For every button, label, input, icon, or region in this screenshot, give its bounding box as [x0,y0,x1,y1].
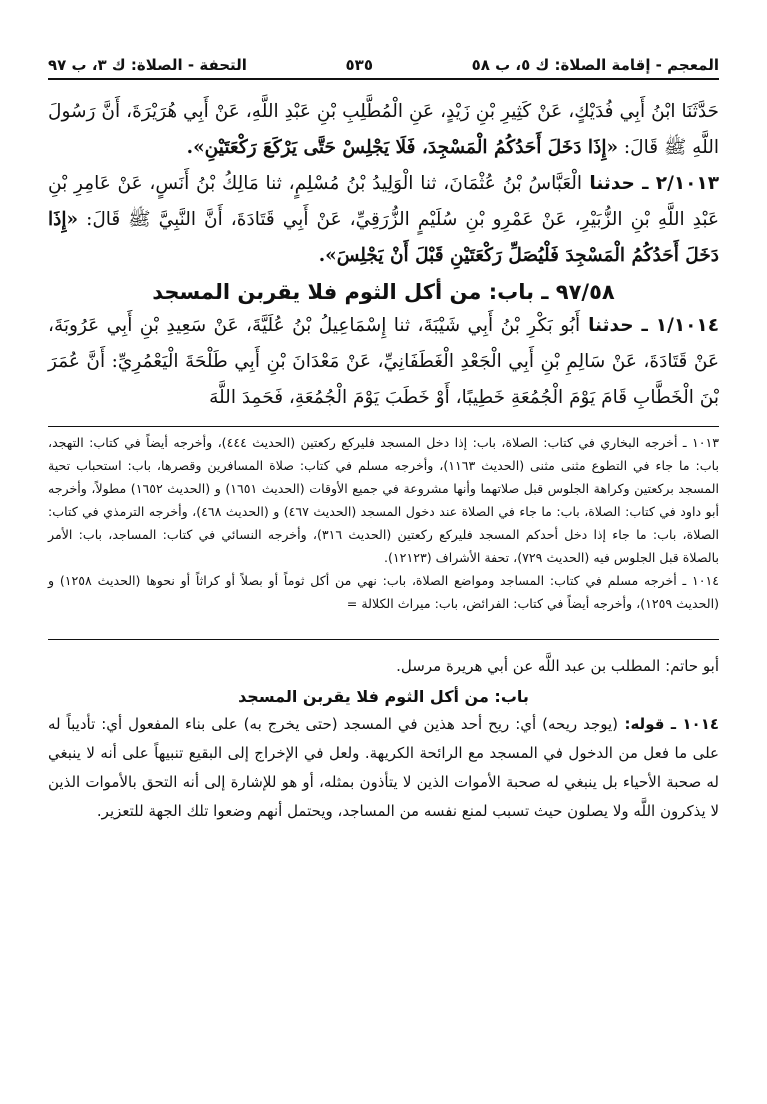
commentary-line: أبو حاتم: المطلب بن عبد اللَّه عن أبي هريرة مرسل. [396,657,719,675]
commentary-text: (يوجد ريحه) أي: ريح أحد هذين في المسجد (حتى يخرج به) على بناء المفعول أي: تأديباً له على ما فعل من الدخول في المسجد مع الرائحة الكريهة. ولعل في الإخراج إلى البقيع تنبيهاً على أنه لا ينبغي له صحبة الأحياء بل ينبغي له صحبة الأموات الذين لا يتأذون بمثله، أو هو للإشارة إلى أنه التحق بالأموات الذين لا يذكرون اللَّه ولا يصلون حيث تسبب لمنع نفسه من المساجد، ويحتمل أنهم وضعوا تلك الجهة للتعزير. [48,715,719,820]
hadith-1013 [48,166,719,274]
hadith-text: الْعَبَّاسُ بْنُ عُثْمَانَ، ثنا الْوَلِيدُ بْنُ مُسْلِمٍ، ثنا مَالِكُ بْنُ أَنَسٍ، عَنْ عَامِرِ بْنِ عَبْدِ اللَّهِ بْنِ الزُّبَيْرِ، عَنْ عَمْرِو بْنِ سُلَيْمٍ الزُّرَقِيِّ، عَنْ أَبِي قَتَادَةَ، أَنَّ النَّبِيَّ ﷺ قَالَ: [48,173,719,230]
hadith-number: ١/١٠١٤ [655,315,720,336]
running-header [48,52,719,80]
header-left: التحفة - الصلاة: ك ٣، ب ٩٧ [48,56,247,74]
hadith-number: ٢/١٠١٣ [655,173,720,194]
hadith-quote: «إِذَا دَخَلَ أَحَدُكُمُ الْمَسْجِدَ فَلْيُصَلِّ رَكْعَتَيْنِ قَبْلَ أَنْ يَجْلِسَ». [48,209,719,266]
header-right: المعجم - إقامة الصلاة: ك ٥، ب ٥٨ [471,56,719,74]
footnote-separator [48,426,719,427]
page-number: ٥٣٥ [345,56,373,74]
commentary-paragraph [48,710,719,826]
hadith-continuation-quote: «إِذَا دَخَلَ أَحَدُكُمُ الْمَسْجِدَ، فَلَا يَجْلِسْ حَتَّى يَرْكَعَ رَكْعَتَيْنِ». [186,137,619,158]
hadith-continuation [48,94,719,166]
commentary-lead: ١٠١٤ ـ قوله: [618,715,720,733]
footnotes [48,431,719,615]
commentary-heading: باب: من أكل الثوم فلا يقربن المسجد [238,687,529,706]
footnote-1014: ١٠١٤ ـ أخرجه مسلم في كتاب: المساجد ومواضع الصلاة، باب: نهي من أكل ثوماً أو بصلاً أو كراثاً أو نحوها (الحديث ١٢٥٨) و (الحديث ١٢٥٩)، وأخرجه أيضاً في كتاب: الفرائض، باب: ميراث الكلالة = [48,573,719,611]
commentary-separator [48,639,719,640]
hadith-haddathana: ـ حدثنا [582,173,656,194]
page [48,52,719,826]
hadith-1014 [48,308,719,416]
hadith-text: أَبُو بَكْرِ بْنُ أَبِي شَيْبَةَ، ثنا إِسْمَاعِيلُ بْنُ عُلَيَّةَ، عَنْ سَعِيدِ بْنِ أَبِي عَرُوبَةَ، عَنْ قَتَادَةَ، عَنْ سَالِمِ بْنِ أَبِي الْجَعْدِ الْغَطَفَانِيِّ، عَنْ مَعْدَانَ بْنِ أَبِي طَلْحَةَ الْيَعْمُرِيِّ: أَنَّ عُمَرَ بْنَ الْخَطَّابِ قَامَ يَوْمَ الْجُمُعَةِ خَطِيبًا، أَوْ خَطَبَ يَوْمَ الْجُمُعَةِ، فَحَمِدَ اللَّهَ [48,315,719,408]
footnote-1013: ١٠١٣ ـ أخرجه البخاري في كتاب: الصلاة، باب: إذا دخل المسجد فليركع ركعتين (الحديث ٤٤٤)، وأخرجه أيضاً في كتاب: التهجد، باب: ما جاء في التطوع مثنى مثنى (الحديث ١١٦٣)، وأخرجه مسلم في كتاب: صلاة المسافرين وقصرها، باب: استحباب تحية المسجد بركعتين وكراهة الجلوس قبل صلاتهما وأنها مشروعة في جميع الأوقات (الحديث ١٦٥١) و (الحديث ١٦٥٢) مطولاً، وأخرجه أبو داود في كتاب: الصلاة، باب: ما جاء في الصلاة عند دخول المسجد (الحديث ٤٦٧) و (الحديث ٤٦٨)، وأخرجه الترمذي في كتاب: الصلاة، باب: ما جاء إذا دخل أحدكم المسجد فليركع ركعتين (الحديث ٣١٦)، وأخرجه النسائي في كتاب: المساجد، باب: الأمر بالصلاة قبل الجلوس فيه (الحديث ٧٢٩)، تحفة الأشراف (١٢١٢٣). [48,435,720,565]
commentary [48,652,719,826]
chapter-heading: ٩٧/٥٨ ـ باب: من أكل الثوم فلا يقربن المسجد [152,280,615,304]
hadith-continuation-text: حَدَّثَنَا ابْنُ أَبِي فُدَيْكٍ، عَنْ كَثِيرِ بْنِ زَيْدٍ، عَنِ الْمُطَّلِبِ بْنِ عَبْدِ اللَّهِ، عَنْ أَبِي هُرَيْرَةَ، أَنَّ رَسُولَ اللَّهِ ﷺ قَالَ: [48,101,719,158]
hadith-haddathana: ـ حدثنا [580,315,656,336]
